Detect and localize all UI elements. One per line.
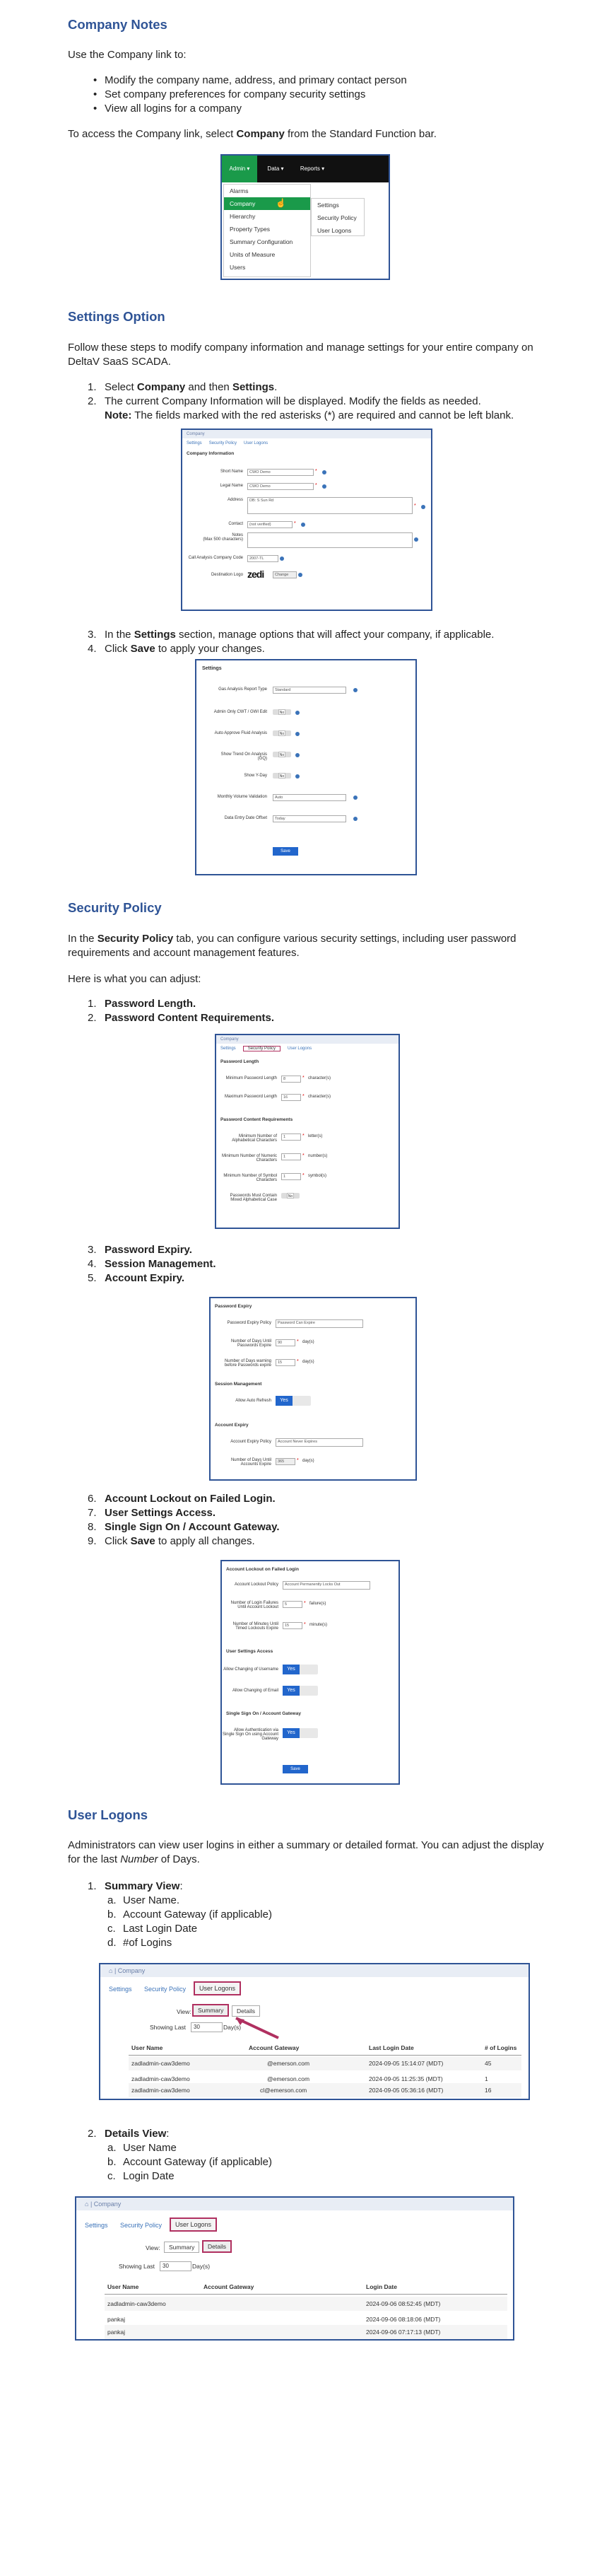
section-title: Account Lockout on Failed Login xyxy=(226,1567,299,1572)
call-analysis-code-input[interactable]: 2007-TL xyxy=(247,555,278,562)
table-row[interactable]: zadladmin-caw3demo @emerson.com 2024-09-05 15:14:07 (MDT) 45 xyxy=(129,2056,521,2070)
breadcrumb: Company xyxy=(182,430,431,438)
max-length-input[interactable]: 16 xyxy=(281,1094,301,1101)
info-icon[interactable] xyxy=(353,688,358,692)
info-icon[interactable] xyxy=(295,774,300,779)
list-item: 9. Click Save to apply all changes. xyxy=(88,1535,255,1547)
tab-settings[interactable]: Settings xyxy=(220,1047,236,1051)
required-asterisk: * xyxy=(302,1094,305,1099)
unit-label: number(s) xyxy=(308,1154,328,1158)
column-header[interactable]: User Name xyxy=(131,2044,163,2051)
field-label: Address xyxy=(227,498,243,502)
list-item: a. User Name xyxy=(107,2142,177,2154)
unit-label: symbol(s) xyxy=(308,1174,327,1178)
showing-last-label: Showing Last xyxy=(119,2263,155,2270)
field-label: Gas Analysis Report Type xyxy=(218,687,267,692)
company-notes-intro: Use the Company link to: xyxy=(68,49,187,61)
expiry-days-input[interactable]: 90 xyxy=(276,1339,295,1346)
field-label: Allow Authentication via Single Sign On using Account Gateway xyxy=(222,1728,278,1741)
security-adjust-text: Here is what you can adjust: xyxy=(68,973,201,985)
gas-analysis-select[interactable]: Standard xyxy=(273,687,346,694)
field-label: Password Expiry Policy xyxy=(227,1321,271,1325)
home-icon[interactable]: ⌂ xyxy=(85,2201,89,2208)
summary-view-screenshot xyxy=(99,1963,530,2100)
column-header[interactable]: Account Gateway xyxy=(203,2283,254,2290)
list-item: 4. Session Management. xyxy=(88,1258,216,1270)
change-logo-button[interactable]: Change xyxy=(273,571,297,578)
menu-data[interactable]: Data ▾ xyxy=(267,165,284,172)
save-button[interactable]: Save xyxy=(283,1765,308,1773)
menu-item[interactable]: Summary Configuration xyxy=(230,238,293,245)
table-row[interactable]: pankaj 2024-09-06 07:17:13 (MDT) xyxy=(105,2325,507,2339)
summary-subitems xyxy=(68,1894,555,1950)
field-label: Number of Days Until Accounts Expire xyxy=(230,1458,271,1467)
admin-menu-screenshot xyxy=(220,154,390,280)
unit-label: day(s) xyxy=(302,1360,314,1364)
section-title: Password Length xyxy=(220,1059,259,1064)
view-label: View: xyxy=(146,2244,160,2251)
field-label: Minimum Number of Alphabetical Characters xyxy=(232,1134,277,1143)
unit-label: character(s) xyxy=(308,1076,331,1080)
section-title: Password Content Requirements xyxy=(220,1117,293,1122)
list-item: 1. Select Company and then Settings. xyxy=(88,381,278,393)
showing-last-label: Showing Last xyxy=(150,2024,187,2031)
field-label: Call Analysis Company Code xyxy=(188,556,243,560)
required-asterisk: * xyxy=(315,483,317,488)
table-row[interactable]: pankaj 2024-09-06 08:18:06 (MDT) xyxy=(107,2316,441,2323)
legal-name-input[interactable]: CWO Demo xyxy=(247,483,314,490)
company-access-text: To access the Company link, select Company from the Standard Function bar. xyxy=(68,128,437,140)
account-days-input[interactable]: 365 xyxy=(276,1458,295,1465)
field-label: Show Trend On Analysis (GQ) xyxy=(220,752,267,761)
summary-view-button[interactable]: Summary xyxy=(164,2242,199,2253)
company-notes-heading: Company Notes xyxy=(68,17,167,32)
admin-dropdown xyxy=(223,184,311,277)
list-item: • Modify the company name, address, and primary contact person xyxy=(68,74,555,88)
tab-settings[interactable]: Settings xyxy=(85,2222,108,2229)
field-label: Destination Logo xyxy=(211,573,243,577)
address-input[interactable]: DB: S Sun Rd xyxy=(247,497,413,514)
tab-bar xyxy=(182,438,431,448)
column-header[interactable]: User Name xyxy=(107,2283,139,2290)
toggle[interactable]: No xyxy=(273,752,291,757)
info-icon[interactable] xyxy=(295,711,300,715)
list-item: 7. User Settings Access. xyxy=(88,1507,216,1519)
view-label: View: xyxy=(177,2008,191,2015)
info-icon[interactable] xyxy=(421,505,425,509)
list-item: 1. Password Length. xyxy=(88,998,196,1010)
details-subitems xyxy=(68,2141,555,2184)
field-label: Auto Approve Fluid Analysis xyxy=(214,731,267,735)
sso-toggle[interactable]: Yes xyxy=(283,1728,318,1738)
menu-item[interactable]: Hierarchy xyxy=(230,213,256,220)
field-label: Account Lockout Policy xyxy=(234,1583,278,1587)
toggle[interactable]: No xyxy=(273,773,291,779)
submenu-settings[interactable]: Settings xyxy=(317,202,339,209)
table-header xyxy=(105,2280,507,2295)
home-icon[interactable]: ⌂ xyxy=(109,1967,113,1974)
required-asterisk: * xyxy=(315,469,317,474)
login-failures-input[interactable]: 5 xyxy=(283,1601,302,1608)
list-item: 3. In the Settings section, manage options that will affect your company, if applicable. xyxy=(88,629,495,641)
security-policy-heading: Security Policy xyxy=(68,900,162,915)
unit-label: day(s) xyxy=(302,1340,314,1344)
info-icon[interactable] xyxy=(322,470,326,474)
list-item: b. Account Gateway (if applicable) xyxy=(107,2156,272,2168)
info-icon[interactable] xyxy=(414,537,418,542)
field-label: Number of Days warning before Passwords expire xyxy=(224,1359,271,1368)
menu-item[interactable]: Property Types xyxy=(230,226,271,233)
warning-days-input[interactable]: 15 xyxy=(276,1359,295,1366)
section-title: User Settings Access xyxy=(226,1649,273,1654)
user-logons-intro: Administrators can view user logins in either a summary or detailed format. You can adjust the display for the last Number of Days. xyxy=(68,1839,544,1865)
company-submenu xyxy=(311,198,365,236)
unit-label: minute(s) xyxy=(309,1623,328,1627)
days-label: Day(s) xyxy=(192,2263,211,2270)
field-label: Legal Name xyxy=(220,484,243,488)
info-icon[interactable] xyxy=(301,523,305,527)
menu-item-company[interactable]: Company xyxy=(224,197,310,210)
field-label: Minimum Password Length xyxy=(225,1076,277,1080)
list-item: a. User Name. xyxy=(107,1894,180,1906)
list-item: d. #of Logins xyxy=(107,1937,172,1949)
list-item: c. Login Date xyxy=(107,2170,175,2182)
required-asterisk: * xyxy=(302,1133,305,1138)
info-icon[interactable] xyxy=(295,753,300,757)
summary-view-item xyxy=(68,1879,555,1894)
min-alpha-input[interactable]: 1 xyxy=(281,1133,301,1141)
list-item: 3. Password Expiry. xyxy=(88,1244,192,1256)
required-asterisk: * xyxy=(297,1359,299,1364)
toggle[interactable]: No xyxy=(273,709,291,715)
required-asterisk: * xyxy=(304,1601,306,1606)
user-logons-heading: User Logons xyxy=(68,1807,148,1822)
info-icon[interactable] xyxy=(280,556,284,561)
tab-security-policy[interactable]: Security Policy xyxy=(208,441,237,445)
list-item: 2. Password Content Requirements. xyxy=(88,1012,275,1024)
auto-refresh-toggle[interactable]: Yes xyxy=(276,1396,311,1406)
info-icon[interactable] xyxy=(295,732,300,736)
list-item: 5. Account Expiry. xyxy=(88,1272,185,1284)
submenu-security-policy[interactable]: Security Policy xyxy=(317,214,357,221)
settings-screenshot xyxy=(195,659,417,875)
field-label: Minimum Number of Numeric Characters xyxy=(221,1154,277,1162)
breadcrumb: ⌂ | Company xyxy=(76,2198,513,2210)
field-label: Number of Days Until Passwords Expire xyxy=(230,1339,271,1348)
tab-user-logons[interactable]: User Logons xyxy=(288,1047,312,1051)
details-view-button[interactable]: Details xyxy=(202,2240,232,2253)
info-icon[interactable] xyxy=(353,795,358,800)
lockout-minutes-input[interactable]: 15 xyxy=(283,1622,302,1629)
section-title: Settings xyxy=(202,666,222,671)
info-icon[interactable] xyxy=(298,573,302,577)
account-lockout-screenshot xyxy=(220,1560,400,1785)
summary-view-button[interactable]: Summary xyxy=(192,2004,229,2017)
menu-item[interactable]: Units of Measure xyxy=(230,251,276,258)
unit-label: day(s) xyxy=(302,1459,314,1463)
security-list-b xyxy=(68,1243,555,1286)
section-title: Single Sign On / Account Gateway xyxy=(226,1711,301,1716)
monthly-volume-select[interactable]: Auto xyxy=(273,794,346,801)
account-expiry-select[interactable]: Account Never Expires xyxy=(276,1438,363,1447)
field-label: Number of Login Failures Until Account Lockout xyxy=(230,1601,278,1609)
password-expiry-screenshot xyxy=(209,1297,417,1481)
field-label: Monthly Volume Validation xyxy=(217,795,267,799)
tab-security-policy[interactable]: Security Policy xyxy=(120,2222,163,2229)
required-asterisk: * xyxy=(297,1339,299,1344)
expiry-policy-select[interactable]: Password Can Expire xyxy=(276,1319,363,1328)
list-item: 4. Click Save to apply your changes. xyxy=(88,643,265,655)
username-change-toggle[interactable]: Yes xyxy=(283,1665,318,1674)
column-header[interactable]: # of Logins xyxy=(485,2044,517,2051)
field-label: Allow Changing of Username xyxy=(223,1667,278,1672)
min-length-input[interactable]: 8 xyxy=(281,1076,301,1083)
field-label: Show Y-Day xyxy=(244,774,267,778)
notes-input[interactable] xyxy=(247,532,413,548)
breadcrumb: Company xyxy=(216,1035,398,1044)
field-label: Account Expiry Policy xyxy=(230,1440,271,1444)
settings-option-intro: Follow these steps to modify company information and manage settings for your entire company on DeltaV SaaS SCADA. xyxy=(68,342,533,368)
field-label: Short Name xyxy=(220,470,243,474)
toggle[interactable]: No xyxy=(281,1193,300,1199)
field-label: Contact xyxy=(228,522,243,526)
column-header[interactable]: Last Login Date xyxy=(369,2044,414,2051)
tab-user-logons[interactable]: User Logons xyxy=(170,2217,217,2232)
company-info-screenshot xyxy=(181,429,432,611)
field-label: Notes (Max 500 characters) xyxy=(203,533,243,542)
required-asterisk: * xyxy=(302,1153,305,1158)
menu-reports[interactable]: Reports ▾ xyxy=(300,165,325,172)
field-label: Maximum Password Length xyxy=(224,1095,277,1099)
table-row[interactable]: zadladmin-caw3demo @emerson.com 2024-09-05 11:25:35 (MDT) 1 xyxy=(131,2075,488,2082)
lockout-policy-select[interactable]: Account Permanently Locks Out xyxy=(283,1581,370,1590)
list-item: 6. Account Lockout on Failed Login. xyxy=(88,1493,276,1505)
field-label: Data Entry Date Offset xyxy=(224,816,267,820)
password-policy-screenshot xyxy=(215,1034,400,1229)
required-asterisk: * xyxy=(294,521,296,526)
zedi-logo: zedi xyxy=(247,569,264,580)
tab-user-logons[interactable]: User Logons xyxy=(244,441,268,445)
table-header xyxy=(129,2041,521,2056)
section-title: Company Information xyxy=(187,451,235,456)
date-offset-select[interactable]: Today xyxy=(273,815,346,822)
required-asterisk: * xyxy=(414,503,416,508)
short-name-input[interactable]: CWO Demo xyxy=(247,469,314,476)
info-icon[interactable] xyxy=(353,817,358,821)
min-symbol-input[interactable]: 1 xyxy=(281,1173,301,1180)
unit-label: character(s) xyxy=(308,1095,331,1099)
settings-steps-b xyxy=(68,628,555,656)
column-header[interactable]: Account Gateway xyxy=(249,2044,300,2051)
security-policy-intro: In the Security Policy tab, you can configure various security settings, including user password requirements and account management features. xyxy=(68,933,516,959)
days-input[interactable]: 30 xyxy=(191,2022,223,2032)
required-asterisk: * xyxy=(302,1173,305,1178)
list-item: 1. Summary View: xyxy=(88,1880,183,1892)
details-view-item xyxy=(68,2127,555,2141)
required-asterisk: * xyxy=(304,1622,306,1627)
tab-security-policy[interactable]: Security Policy xyxy=(243,1046,281,1051)
section-title: Session Management xyxy=(215,1382,262,1387)
field-label: Number of Minutes Until Timed Lockouts Expire xyxy=(232,1622,278,1631)
cursor-hand-icon: ☝ xyxy=(276,198,286,208)
unit-label: failure(s) xyxy=(309,1602,326,1606)
security-list-c xyxy=(68,1492,555,1549)
list-item: b. Account Gateway (if applicable) xyxy=(107,1908,272,1921)
menu-item[interactable]: Users xyxy=(230,264,246,271)
list-item-note: Note: The fields marked with the red asterisks (*) are required and cannot be left blank. xyxy=(105,409,514,421)
security-list-a xyxy=(68,997,555,1025)
list-item: 2. Details View: xyxy=(88,2128,170,2140)
contact-select[interactable]: (not verified) xyxy=(247,521,293,528)
days-input[interactable]: 30 xyxy=(160,2261,191,2271)
tab-bar xyxy=(216,1044,398,1054)
arrow-annotation-icon xyxy=(235,2017,284,2042)
list-item: 2. The current Company Information will be displayed. Modify the fields as needed. xyxy=(88,395,481,407)
days-label: Day(s) xyxy=(223,2024,242,2031)
details-view-button[interactable]: Details xyxy=(232,2005,260,2017)
field-label: Minimum Number of Symbol Characters xyxy=(223,1174,277,1182)
field-label: Admin Only CWT / GWI Edit xyxy=(213,710,267,714)
save-button[interactable]: Save xyxy=(273,847,298,856)
list-item: c. Last Login Date xyxy=(107,1923,198,1935)
settings-option-heading: Settings Option xyxy=(68,309,165,324)
min-numeric-input[interactable]: 1 xyxy=(281,1153,301,1160)
list-item: 8. Single Sign On / Account Gateway. xyxy=(88,1521,280,1533)
submenu-user-logons[interactable]: User Logons xyxy=(317,227,352,234)
tab-settings[interactable]: Settings xyxy=(187,441,202,445)
field-label: Allow Auto Refresh xyxy=(235,1399,271,1403)
info-icon[interactable] xyxy=(322,484,326,489)
tab-settings[interactable]: Settings xyxy=(109,1986,132,1993)
list-item: • Set company preferences for company security settings xyxy=(68,88,555,102)
settings-steps-a xyxy=(68,380,555,423)
unit-label: letter(s) xyxy=(308,1134,323,1138)
required-asterisk: * xyxy=(302,1076,305,1080)
section-title: Password Expiry xyxy=(215,1304,252,1309)
email-change-toggle[interactable]: Yes xyxy=(283,1686,318,1696)
field-label: Passwords Must Contain Mixed Alphabetical Case xyxy=(230,1194,277,1202)
tab-user-logons[interactable]: User Logons xyxy=(194,1981,241,1995)
tab-security-policy[interactable]: Security Policy xyxy=(144,1986,187,1993)
company-notes-bullets xyxy=(68,74,555,116)
field-label: Allow Changing of Email xyxy=(232,1689,278,1693)
details-view-screenshot xyxy=(75,2196,514,2341)
breadcrumb: ⌂ | Company xyxy=(100,1964,529,1977)
table-row[interactable]: zadladmin-caw3demo cl@emerson.com 2024-09-05 05:36:16 (MDT) 16 xyxy=(129,2083,521,2097)
table-row[interactable]: zadladmin-caw3demo 2024-09-06 08:52:45 (MDT) xyxy=(105,2297,507,2311)
required-asterisk: * xyxy=(297,1458,299,1463)
column-header[interactable]: Login Date xyxy=(366,2283,397,2290)
section-title: Account Expiry xyxy=(215,1423,249,1428)
toggle[interactable]: No xyxy=(273,730,291,736)
list-item: • View all logins for a company xyxy=(68,102,555,116)
menu-item[interactable]: Alarms xyxy=(230,187,249,194)
menu-admin[interactable]: Admin ▾ xyxy=(222,156,257,182)
